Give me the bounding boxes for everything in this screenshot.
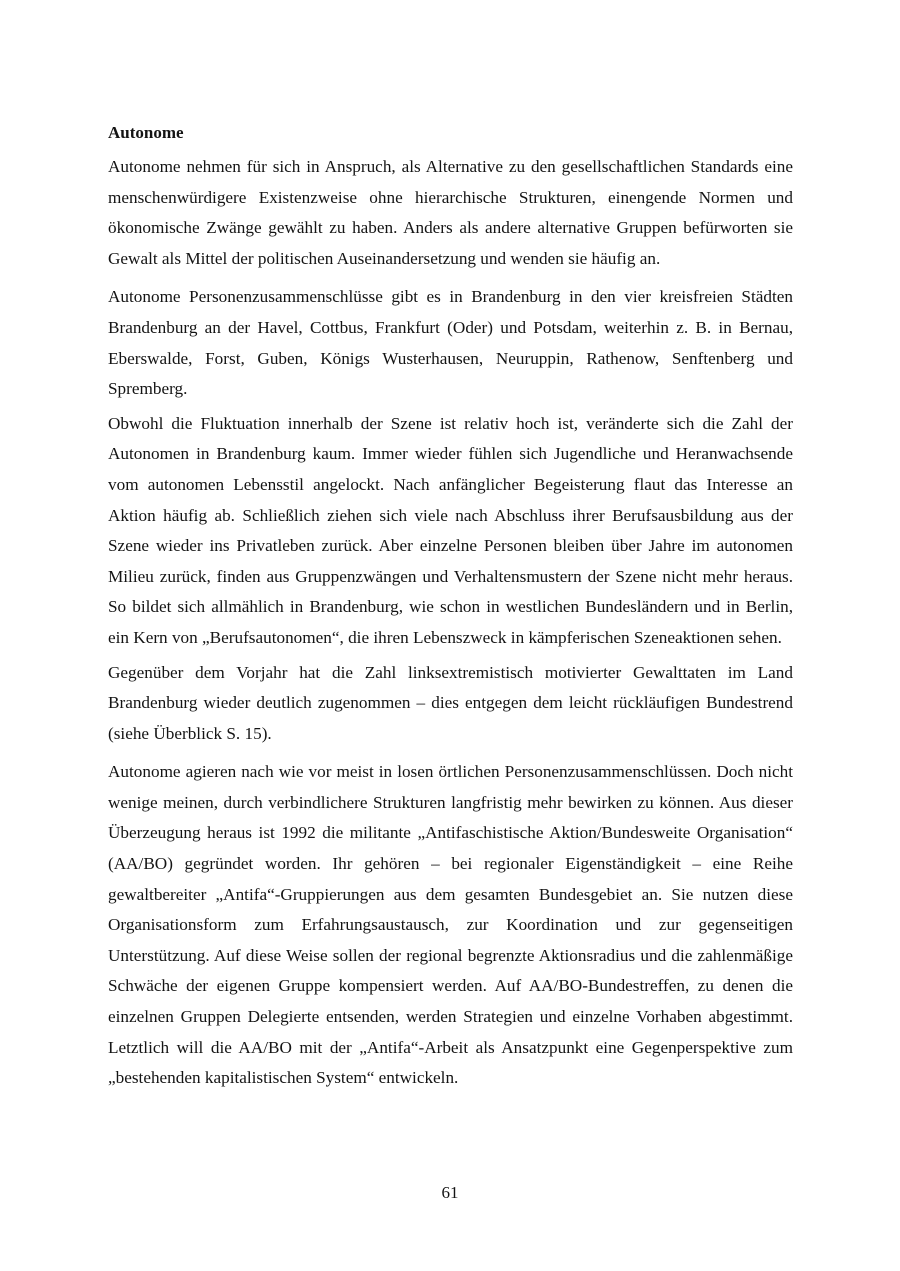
- paragraph-aa-bo: Autonome agieren nach wie vor meist in losen örtlichen Personenzusammenschlüssen. Doch nicht wenige meinen, durch verbindlichere Strukturen langfristig mehr bewirken zu können. Aus dieser Überzeugung heraus ist 1992 die militante „Antifaschistische Aktion/Bundesweite Organisation“ (AA/BO) gegründet worden. Ihr gehören – bei regionaler Eigenständigkeit – eine Reihe gewaltbereiter „Antifa“-Gruppierungen aus dem gesamten Bundesgebiet an. Sie nutzen diese Organisationsform zum Erfahrungsaustausch, zur Koordination und zur gegenseitigen Unterstützung. Auf diese Weise sollen der regional begrenzte Aktionsradius und die zahlenmäßige Schwäche der eigenen Gruppe kompensiert werden. Auf AA/BO-Bundestreffen, zu denen die einzelnen Gruppen Delegierte entsenden, werden Strategien und einzelne Vorhaben abgestimmt. Letztlich will die AA/BO mit der „Antifa“-Arbeit als Ansatzpunkt eine Gegenperspektive zum „bestehenden kapitalistischen System“ entwickeln.: [108, 762, 793, 1088]
- paragraph-violence-trend: Gegenüber dem Vorjahr hat die Zahl linksextremistisch motivierter Gewalttaten im Land Brandenburg wieder deutlich zugenommen – dies entgegen dem leicht rückläufigen Bundestrend (siehe Überblick S. 15).: [108, 662, 793, 743]
- page-content: [108, 122, 793, 1102]
- section-heading: Autonome: [108, 123, 184, 142]
- paragraph-fluctuation: Obwohl die Fluktuation innerhalb der Szene ist relativ hoch ist, veränderte sich die Zahl der Autonomen in Brandenburg kaum. Immer wieder fühlen sich Jugendliche und Heranwachsende vom autonomen Lebensstil angelockt. Nach anfänglicher Begeisterung flaut das Interesse an Aktion häufig ab. Schließlich ziehen sich viele nach Abschluss ihrer Berufsausbildung aus der Szene wieder ins Privatleben zurück. Aber einzelne Personen bleiben über Jahre im autonomen Milieu zurück, finden aus Gruppenzwängen und Verhaltensmustern der Szene nicht mehr heraus. So bildet sich allmählich in Brandenburg, wie schon in westlichen Bundesländern und in Berlin, ein Kern von „Berufsautonomen“, die ihren Lebenszweck in kämpferischen Szeneaktionen sehen.: [108, 413, 793, 647]
- paragraph-locations: Autonome Personenzusammenschlüsse gibt es in Brandenburg in den vier kreisfreien Städten Brandenburg an der Havel, Cottbus, Frankfurt (Oder) und Potsdam, weiterhin z. B. in Bernau, Eberswalde, Forst, Guben, Königs Wusterhausen, Neuruppin, Rathenow, Senftenberg und Spremberg.: [108, 287, 793, 399]
- paragraph-intro: Autonome nehmen für sich in Anspruch, als Alternative zu den gesellschaftlichen Standards eine menschenwürdigere Existenzweise ohne hierarchische Strukturen, einengende Normen und ökonomische Zwänge gewählt zu haben. Anders als andere alternative Gruppen befürworten sie Gewalt als Mittel der politischen Auseinandersetzung und wenden sie häufig an.: [108, 157, 793, 268]
- page-number: 61: [441, 1183, 459, 1202]
